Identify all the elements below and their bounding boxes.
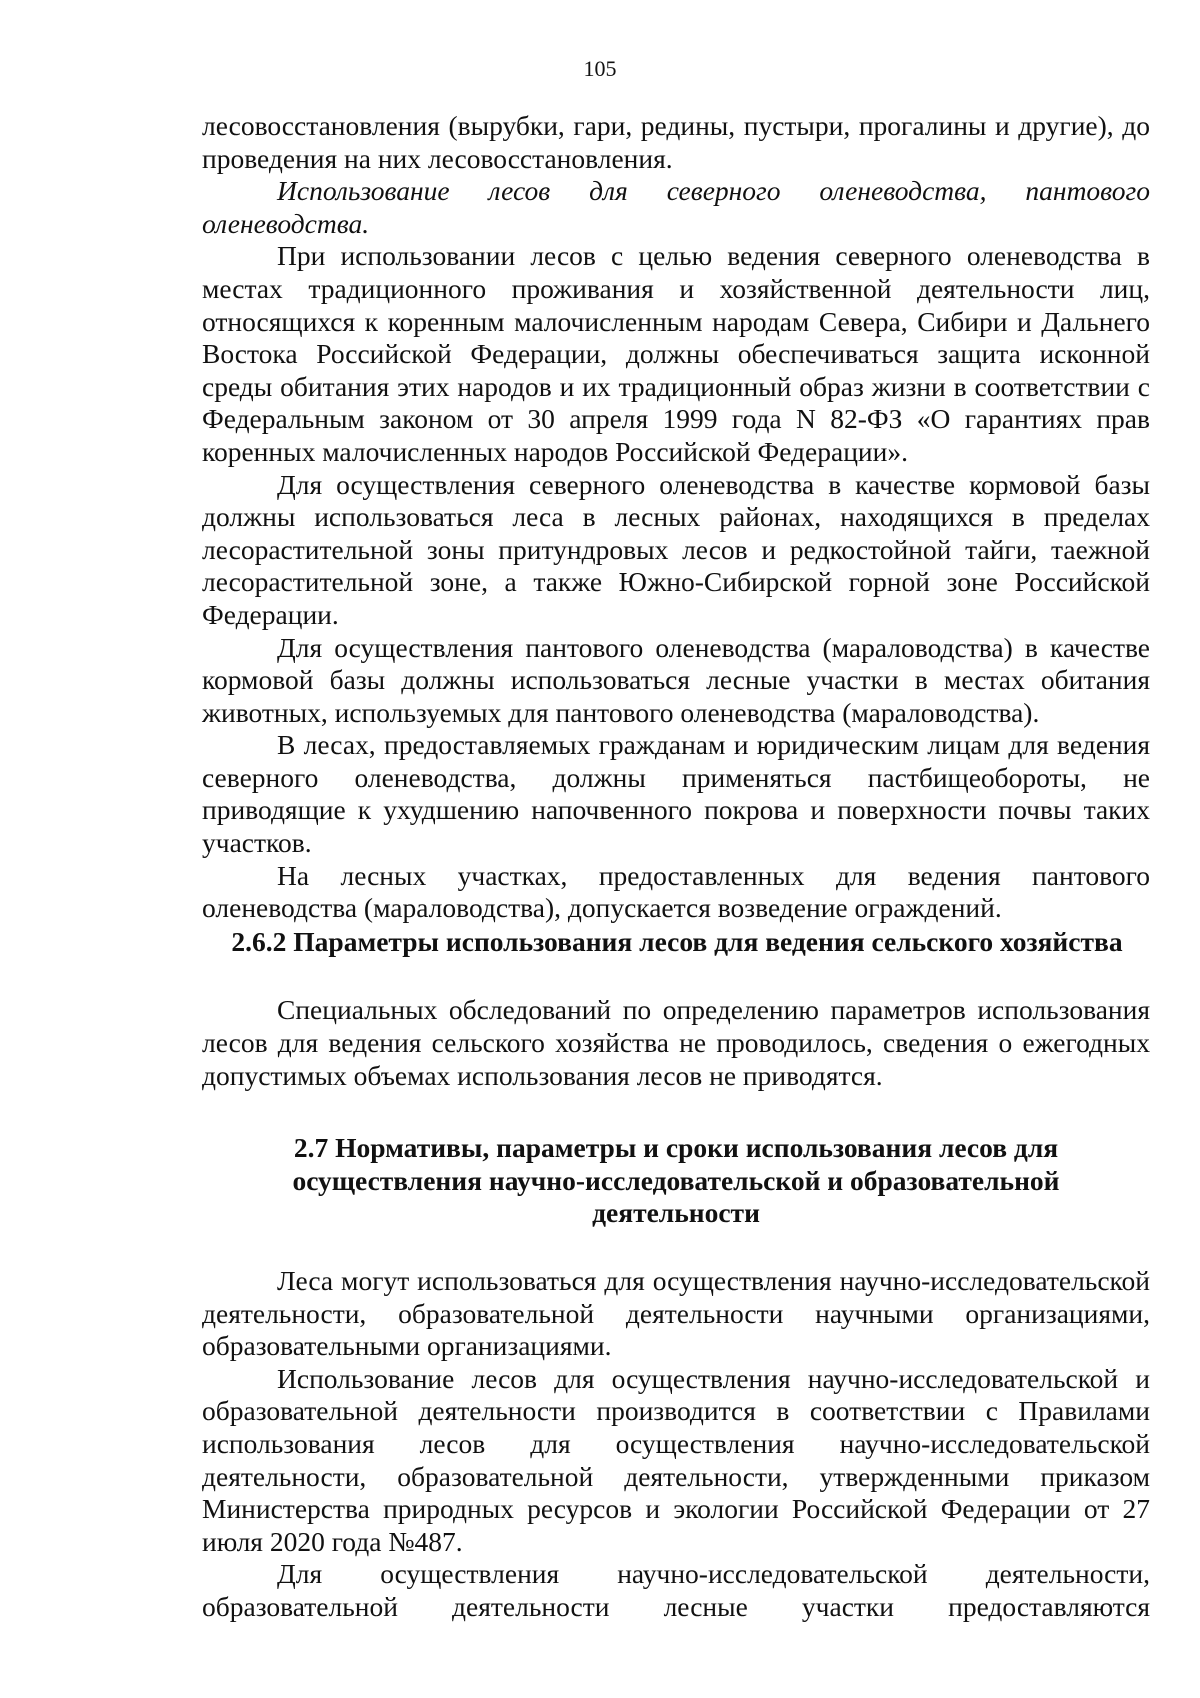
paragraph-continuation: лесовосстановления (вырубки, гари, редины, пустыри, прогалины и другие), до проведения на них лесовосстановления. <box>202 110 1150 174</box>
paragraph-northern-reindeer: При использовании лесов с целью ведения северного оленеводства в местах традиционного проживания и хозяйственной деятельности лиц, относящихся к коренным малочисленным народам Севера, Сибири и Дальнего Востока Российской Федерации, должны обеспечиваться защита исконной среды обитания этих народов и их традиционный образ жизни в соответствии с Федеральным законом от 30 апреля 1999 года N 82-ФЗ «О гарантиях прав коренных малочисленных народов Российской Федерации». <box>202 240 1150 467</box>
paragraph-research-use: Леса могут использоваться для осуществления научно-исследовательской деятельности, образовательной деятельности научными организациями, образовательными организациями. <box>202 1265 1150 1362</box>
section-heading-2-6-2: 2.6.2 Параметры использования лесов для ведения сельского хозяйства <box>231 925 1123 957</box>
paragraph-pasture-rotation: В лесах, предоставляемых гражданам и юридическим лицам для ведения северного оленеводства, должны применяться пастбищеобороты, не приводящие к ухудшению напочвенного покрова и поверхности почвы таких участков. <box>202 729 1150 859</box>
paragraph-maral-breeding: Для осуществления пантового оленеводства (мараловодства) в качестве кормовой базы должны использоваться лесные участки в местах обитания животных, используемых для пантового оленеводства (мараловодства). <box>202 631 1150 728</box>
paragraph-agriculture-surveys: Специальных обследований по определению параметров использования лесов для ведения сельского хозяйства не проводилось, сведения о ежегодных допустимых объемах использования лесов не приводятся. <box>202 994 1150 1091</box>
spacer <box>202 1092 1150 1132</box>
spacer <box>202 958 1150 994</box>
section-heading-2-7: 2.7 Нормативы, параметры и сроки использования лесов для осуществления научно-исследовательской и образовательной деятельности <box>292 1132 1060 1229</box>
page-content <box>202 110 1150 1624</box>
paragraph-plots-provided: Для осуществления научно-исследовательской деятельности, образовательной деятельности лесные участки предоставляются <box>202 1558 1150 1622</box>
italic-subheading-reindeer: Использование лесов для северного оленеводства, пантового оленеводства. <box>202 175 1150 239</box>
page-number: 105 <box>583 56 617 81</box>
paragraph-forage-base: Для осуществления северного оленеводства в качестве кормовой базы должны использоваться леса в лесных районах, находящихся в пределах лесорастительной зоны притундровых лесов и редкостойной тайги, таежной лесорастительной зоне, а также Южно-Сибирской горной зоне Российской Федерации. <box>202 468 1150 630</box>
paragraph-fencing: На лесных участках, предоставленных для ведения пантового оленеводства (мараловодства), допускается возведение ограждений. <box>202 859 1150 924</box>
spacer <box>202 1230 1150 1265</box>
paragraph-research-rules: Использование лесов для осуществления научно-исследовательской и образовательной деятельности производится в соответствии с Правилами использования лесов для осуществления научно-исследовательской деятельности, образовательной деятельности, утвержденными приказом Министерства природных ресурсов и экологии Российской Федерации от 27 июля 2020 года №487. <box>202 1362 1150 1557</box>
